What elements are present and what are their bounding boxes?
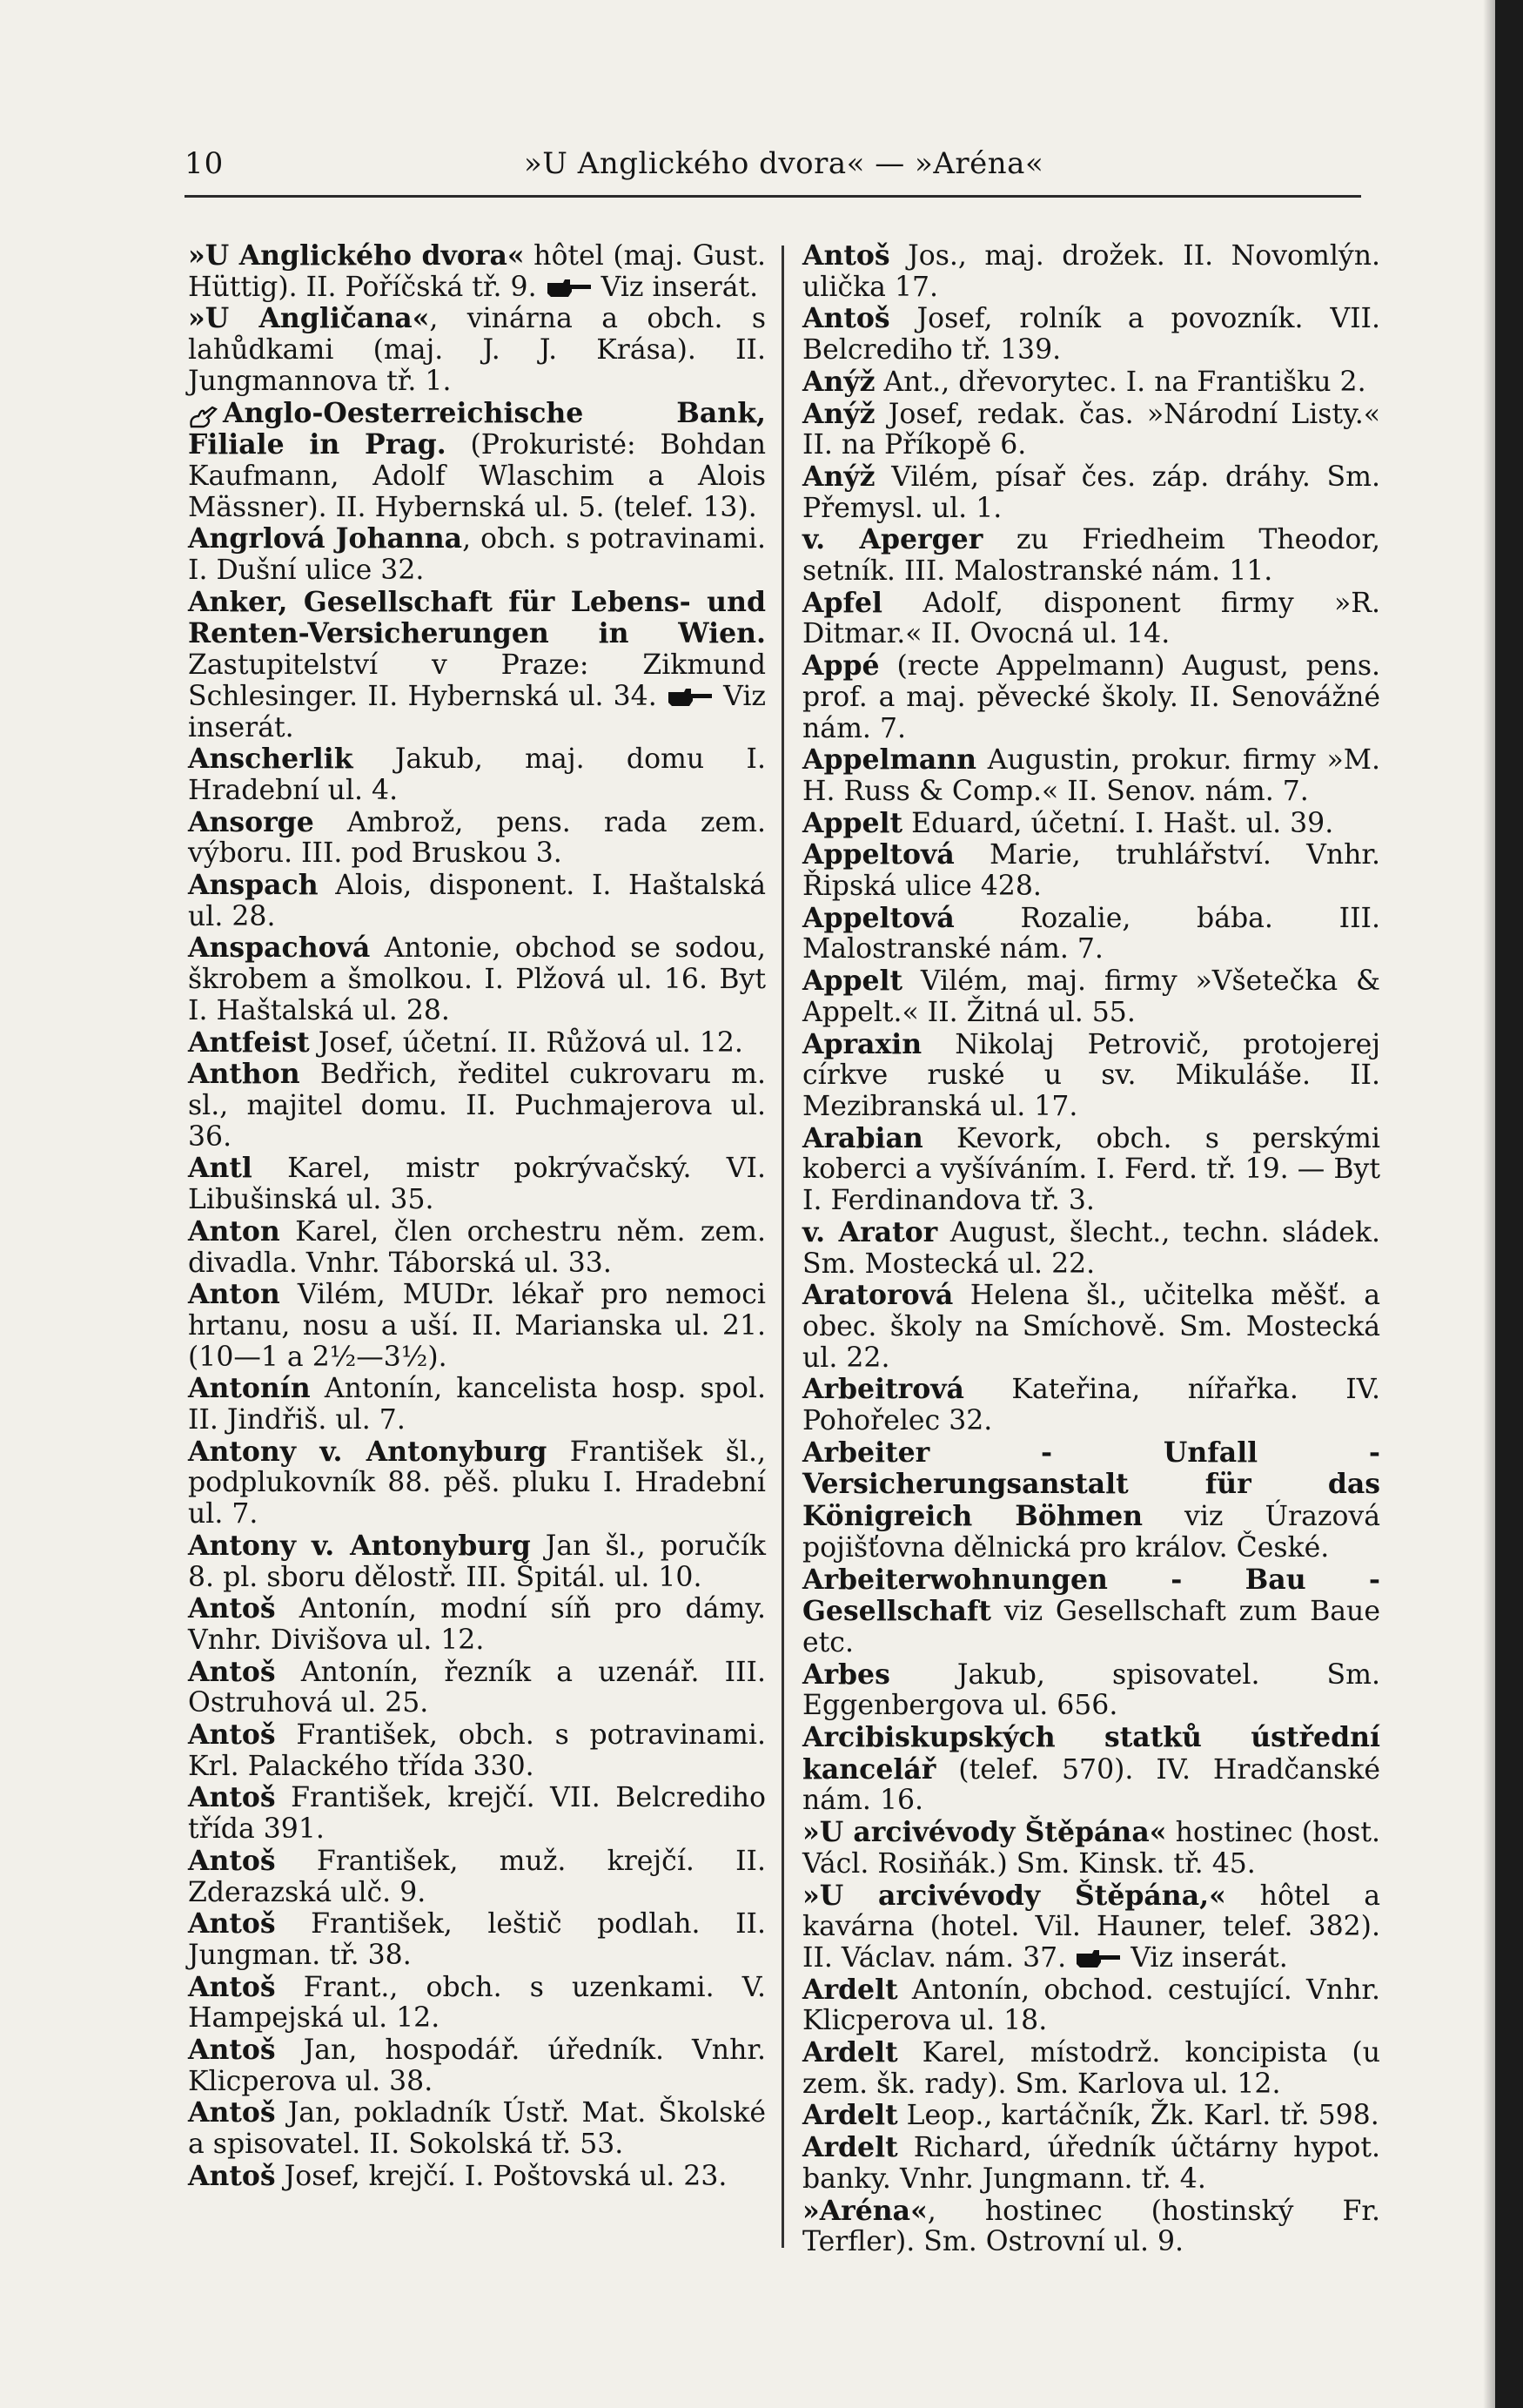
- entry-details: Ant., dřevorytec. I. na Františku 2.: [875, 366, 1366, 398]
- right-column: [802, 240, 1380, 2258]
- directory-entry: [802, 1123, 1380, 1217]
- entry-name: Antonín: [188, 1372, 311, 1405]
- entry-details: Karel, mistr pokrývačský. VI. Libušinská ul. 35.: [188, 1153, 766, 1216]
- directory-entry: [188, 1972, 766, 2035]
- directory-entry: [802, 1029, 1380, 1123]
- directory-entry: [188, 1436, 766, 1530]
- directory-entry: [188, 2097, 766, 2160]
- directory-entry: [802, 808, 1380, 840]
- directory-entry: [802, 744, 1380, 807]
- entry-name: Anýž: [802, 365, 876, 398]
- directory-entry: [188, 2035, 766, 2097]
- directory-entry: [188, 807, 766, 870]
- entry-details: Jan, pokladník Ústř. Mat. Školské a spisovatel. II. Sokolská tř. 53.: [188, 2097, 766, 2161]
- directory-entry: [188, 1593, 766, 1656]
- directory-entry: [802, 2100, 1380, 2132]
- entry-name: Antoš: [188, 1970, 276, 2003]
- entry-name: Appelmann: [802, 743, 977, 777]
- entry-details: Josef, redak. čas. »Národní Listy.« II. na Příkopě 6.: [802, 398, 1380, 461]
- directory-entry: [802, 2132, 1380, 2195]
- entry-name: v. Aperger: [802, 523, 983, 556]
- entry-name: Anthon: [188, 1058, 300, 1091]
- entry-name: Arbes: [802, 1658, 890, 1691]
- directory-entry: [802, 2196, 1380, 2258]
- header-rule: [185, 195, 1361, 198]
- directory-entry: [188, 240, 766, 303]
- entry-details: Antonín, řezník a uzenář. III. Ostruhová ul. 25.: [188, 1656, 766, 1719]
- entry-details: Marie, truhlářství. Vnhr. Řipská ulice 428.: [802, 839, 1380, 903]
- entry-reference: Viz inserát.: [1122, 1941, 1288, 1974]
- directory-entry: [188, 398, 766, 524]
- entry-name: Antoš: [188, 2096, 276, 2129]
- directory-entry: [802, 1374, 1380, 1436]
- directory-entry: [802, 367, 1380, 399]
- entry-name: v. Arator: [802, 1215, 938, 1248]
- entry-name: Anspachová: [188, 932, 371, 965]
- entry-name: Arabian: [802, 1121, 923, 1154]
- entry-name: Antoš: [188, 1592, 276, 1625]
- directory-entry: [802, 588, 1380, 650]
- entry-name: Antony v. Antonyburg: [188, 1435, 547, 1468]
- directory-entry: [802, 1437, 1380, 1564]
- entry-details: Jan, hospodář. úředník. Vnhr. Klicperova ul. 38.: [188, 2035, 766, 2097]
- column-divider: [782, 246, 784, 2248]
- entry-details: Kateřina, nířařka. IV. Pohořelec 32.: [802, 1374, 1380, 1437]
- directory-entry: [802, 1217, 1380, 1280]
- entry-name: Ardelt: [802, 2036, 898, 2069]
- directory-entry: [188, 870, 766, 932]
- entry-name: Antoš: [188, 1907, 276, 1941]
- entry-details: Antonín, obchod. cestující. Vnhr. Klicperova ul. 18.: [802, 1974, 1380, 2037]
- directory-entry: [802, 1974, 1380, 2037]
- entry-details: hôtel a kavárna (hotel. Vil. Hauner, telef. 382). II. Václav. nám. 37.: [802, 1880, 1380, 1974]
- entry-name: Appeltová: [802, 838, 955, 871]
- entry-name: »U arcivévody Štěpána,«: [802, 1879, 1226, 1912]
- entry-details: Ambrož, pens. rada zem. výboru. III. pod Bruskou 3.: [188, 806, 766, 870]
- entry-name: Ansorge: [188, 805, 314, 838]
- entry-details: , vinárna a obch. s lahůdkami (maj. J. J. Krása). II. Jungmannova tř. 1.: [188, 303, 766, 397]
- directory-entry: [802, 839, 1380, 902]
- entry-name: Anýž: [802, 460, 876, 493]
- entry-details: hostinec (host. Václ. Rosiňák.) Sm. Kinsk. tř. 45.: [802, 1817, 1380, 1880]
- directory-entry: [802, 240, 1380, 303]
- entry-details: Jos., maj. drožek. II. Novomlýn. ulička 17.: [802, 240, 1380, 303]
- entry-details: Helena šl., učitelka měšť. a obec. školy na Smíchově. Sm. Mostecká ul. 22.: [802, 1280, 1380, 1374]
- directory-entry: [188, 303, 766, 397]
- entry-details: Jakub, maj. domu I. Hradební ul. 4.: [188, 743, 766, 806]
- entry-name: Arbeiterwohnungen - Bau - Gesellschaft: [802, 1563, 1380, 1628]
- entry-details: Frant., obch. s uzenkami. V. Hampejská ul. 12.: [188, 1971, 766, 2035]
- entry-name: Anker, Gesellschaft für Lebens- und Renten-Versicherungen in Wien.: [188, 585, 766, 650]
- directory-entry: [802, 303, 1380, 366]
- entry-details: Antonín, modní síň pro dámy. Vnhr. Divišova ul. 12.: [188, 1593, 766, 1656]
- entry-name: Apraxin: [802, 1027, 923, 1060]
- entry-name: »Aréna«: [802, 2194, 928, 2227]
- directory-entry: [188, 932, 766, 1026]
- page-edge: [1495, 0, 1523, 2408]
- directory-entry: [188, 1908, 766, 1971]
- entry-name: Antoš: [188, 2034, 276, 2067]
- page-edge-shadow: [1483, 0, 1495, 2408]
- directory-entry: [802, 1722, 1380, 1817]
- directory-entry: [188, 1216, 766, 1279]
- directory-entry: [188, 1059, 766, 1153]
- entry-name: Apfel: [802, 586, 883, 619]
- directory-entry: [802, 965, 1380, 1028]
- entry-details: Kevork, obch. s perskými koberci a vyšíváním. I. Ferd. tř. 19. — Byt I. Ferdinandova tř. 3.: [802, 1122, 1380, 1217]
- entry-name: Antoš: [802, 302, 890, 335]
- entry-details: František šl., podplukovník 88. pěš. pluku I. Hradební ul. 7.: [188, 1436, 766, 1530]
- entry-name: Anspach: [188, 869, 319, 902]
- entry-name: »U Anglického dvora«: [188, 239, 525, 272]
- entry-details: Josef, krejčí. I. Poštovská ul. 23.: [275, 2160, 728, 2192]
- entry-name: Aratorová: [802, 1279, 954, 1312]
- entry-details: Zastupitelství v Praze: Zikmund Schlesinger. II. Hybernská ul. 34.: [188, 649, 766, 712]
- entry-name: Anglo-Oesterreichische Bank, Filiale in Prag.: [188, 396, 766, 461]
- entry-name: Appelt: [802, 965, 903, 998]
- directory-entry: [188, 1657, 766, 1719]
- entry-name: Ardelt: [802, 1973, 898, 2006]
- entry-details: František, obch. s potravinami. Krl. Palackého třída 330.: [188, 1719, 766, 1782]
- pointing-hand-icon: [546, 278, 593, 299]
- entry-details: Karel, místodrž. koncipista (u zem. šk. rady). Sm. Karlova ul. 12.: [802, 2037, 1380, 2100]
- entry-name: Arcibiskupských statků ústřední kancelář: [802, 1721, 1380, 1786]
- directory-entry: [188, 743, 766, 806]
- entry-details: Antonie, obchod se sodou, škrobem a šmolkou. I. Plžová ul. 16. Byt I. Haštalská ul. 28.: [188, 932, 766, 1026]
- directory-entry: [188, 1279, 766, 1373]
- entry-details: zu Friedheim Theodor, setník. III. Malostranské nám. 11.: [802, 524, 1381, 588]
- entry-name: Anýž: [802, 397, 876, 430]
- directory-entry: [188, 523, 766, 586]
- directory-entry: [188, 2161, 766, 2193]
- entry-details: Antonín, kancelista hosp. spol. II. Jindřiš. ul. 7.: [188, 1373, 766, 1436]
- directory-entry: [802, 399, 1380, 461]
- running-title: »U Anglického dvora« — »Aréna«: [524, 146, 1044, 181]
- entry-name: Antoš: [188, 1719, 276, 1752]
- entry-name: Antoš: [188, 1781, 276, 1814]
- entry-name: Antoš: [188, 1655, 276, 1688]
- entry-details: viz Gesellschaft zum Baue etc.: [802, 1596, 1380, 1658]
- entry-name: Antoš: [188, 2159, 276, 2192]
- entry-details: , obch. s potravinami. I. Dušní ulice 32.: [188, 523, 766, 587]
- entry-details: (Prokuristé: Bohdan Kaufmann, Adolf Wlaschim a Alois Mässner). II. Hybernská ul. 5. (telef. 13).: [188, 429, 767, 523]
- directory-entry: [188, 1027, 766, 1059]
- entry-details: Richard, úředník účtárny hypot. banky. Vnhr. Jungmann. tř. 4.: [802, 2132, 1380, 2195]
- entry-name: Ardelt: [802, 2131, 898, 2164]
- entry-name: Arbeitrová: [802, 1373, 964, 1406]
- entry-details: Vilém, písař čes. záp. dráhy. Sm. Přemysl. ul. 1.: [802, 461, 1380, 524]
- directory-entry: [802, 1659, 1380, 1722]
- entry-details: Jan šl., poručík 8. pl. sboru dělostř. III. Špitál. ul. 10.: [188, 1530, 766, 1593]
- entry-name: Ardelt: [802, 2099, 898, 2132]
- directory-entry: [188, 1530, 766, 1593]
- entry-name: Arbeiter - Unfall - Versicherungsanstalt für das Königreich Böhmen: [802, 1436, 1380, 1533]
- directory-entry: [802, 1817, 1380, 1880]
- directory-entry: [188, 587, 766, 744]
- left-column: [188, 240, 766, 2193]
- directory-entry: [802, 1280, 1380, 1374]
- entry-details: Augustin, prokur. firmy »M. H. Russ & Comp.« II. Senov. nám. 7.: [802, 744, 1380, 807]
- directory-entry: [188, 1153, 766, 1215]
- entry-details: Karel, člen orchestru něm. zem. divadla. Vnhr. Táborská ul. 33.: [188, 1215, 766, 1279]
- entry-details: Eduard, účetní. I. Hašt. ul. 39.: [902, 807, 1334, 839]
- entry-details: (telef. 570). IV. Hradčanské nám. 16.: [802, 1753, 1380, 1817]
- pointing-finger-icon: [188, 404, 223, 425]
- directory-entry: [802, 650, 1380, 744]
- entry-name: Antl: [188, 1152, 252, 1185]
- entry-details: Rozalie, bába. III. Malostranské nám. 7.: [802, 902, 1380, 965]
- entry-details: František, krejčí. VII. Belcrediho třída 391.: [188, 1782, 766, 1846]
- entry-details: viz Úrazová pojišťovna dělnická pro králov. České.: [802, 1501, 1380, 1564]
- entry-details: August, šlecht., techn. sládek. Sm. Mostecká ul. 22.: [802, 1216, 1381, 1280]
- entry-details: Nikolaj Petrovič, protojerej církve ruské u sv. Mikuláše. II. Mezibranská ul. 17.: [802, 1028, 1380, 1122]
- entry-name: Antoš: [188, 1844, 276, 1877]
- page-number: 10: [185, 146, 225, 181]
- directory-entry: [802, 461, 1380, 524]
- entry-details: Bedřich, ředitel cukrovaru m. sl., majitel domu. II. Puchmajerova ul. 36.: [188, 1059, 766, 1153]
- entry-name: Anton: [188, 1214, 280, 1248]
- entry-details: Alois, disponent. I. Haštalská ul. 28.: [188, 870, 766, 932]
- entry-details: Leop., kartáčník, Žk. Karl. tř. 598.: [897, 2100, 1379, 2132]
- entry-name: Appé: [802, 649, 880, 683]
- entry-reference: Viz inserát.: [592, 271, 759, 303]
- entry-name: Anscherlik: [188, 743, 353, 776]
- entry-name: Antony v. Antonyburg: [188, 1529, 531, 1562]
- directory-entry: [802, 1564, 1380, 1659]
- entry-details: hôtel (maj. Gust. Hüttig). II. Poříčská tř. 9.: [188, 240, 766, 303]
- entry-details: František, muž. krejčí. II. Zderazská ulč. 9.: [188, 1845, 766, 1908]
- entry-name: Antoš: [802, 239, 890, 272]
- entry-details: František, leštič podlah. II. Jungman. tř. 38.: [188, 1908, 766, 1971]
- entry-details: Jakub, spisovatel. Sm. Eggenbergova ul. 656.: [802, 1658, 1380, 1722]
- entry-name: Antfeist: [188, 1026, 310, 1059]
- directory-entry: [188, 1782, 766, 1845]
- directory-entry: [188, 1719, 766, 1782]
- directory-entry: [802, 524, 1380, 587]
- directory-entry: [802, 903, 1380, 965]
- entry-details: , hostinec (hostinský Fr. Terfler). Sm. Ostrovní ul. 9.: [802, 2195, 1380, 2258]
- entry-details: Adolf, disponent firmy »R. Ditmar.« II. Ovocná ul. 14.: [802, 587, 1380, 650]
- entry-details: (recte Appelmann) August, pens. prof. a maj. pěvecké školy. II. Senovážné nám. 7.: [802, 650, 1380, 744]
- entry-name: Appelt: [802, 806, 903, 839]
- entry-details: Josef, rolník a povozník. VII. Belcrediho tř. 139.: [802, 303, 1380, 367]
- directory-entry: [188, 1846, 766, 1908]
- entry-name: »U arcivévody Štěpána«: [802, 1816, 1167, 1849]
- entry-name: Appeltová: [802, 901, 955, 934]
- entry-reference: Viz inserát.: [188, 680, 766, 743]
- directory-entry: [802, 1880, 1380, 1974]
- directory-entry: [188, 1373, 766, 1436]
- entry-details: Vilém, maj. firmy »Všetečka & Appelt.« II. Žitná ul. 55.: [802, 965, 1380, 1028]
- entry-name: »U Angličana«: [188, 302, 430, 335]
- entry-name: Anton: [188, 1278, 280, 1311]
- pointing-hand-icon: [1075, 1948, 1122, 1969]
- entry-details: Vilém, MUDr. lékař pro nemoci hrtanu, nosu a uší. II. Marianska ul. 21. (10—1 a 2½—3½).: [188, 1279, 766, 1373]
- entry-details: Josef, účetní. II. Růžová ul. 12.: [309, 1026, 743, 1059]
- pointing-hand-icon: [667, 687, 714, 708]
- page-header: [185, 146, 1316, 188]
- entry-name: Angrlová Johanna: [188, 522, 463, 555]
- directory-entry: [802, 2037, 1380, 2100]
